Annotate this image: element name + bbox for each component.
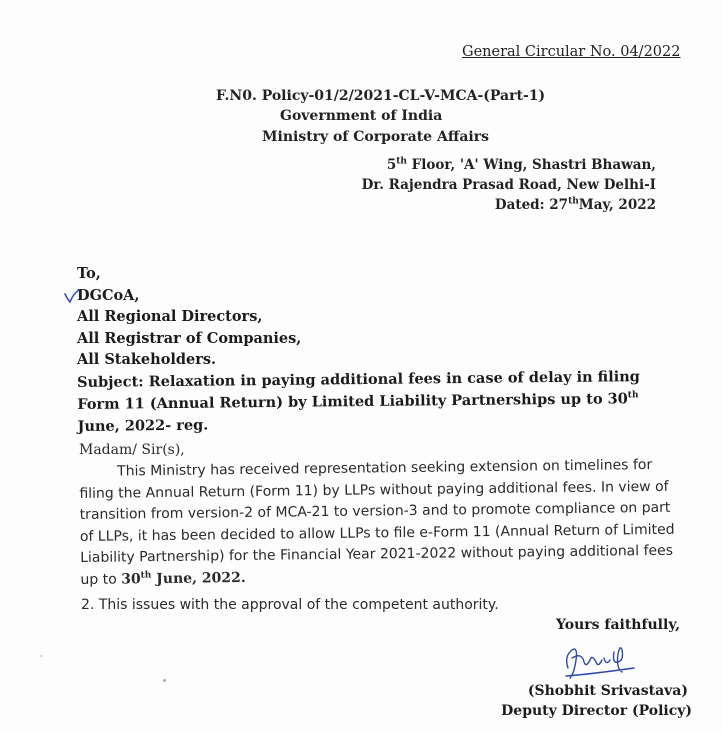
paragraph-1-sup: th <box>140 569 152 581</box>
signature-icon <box>562 638 644 684</box>
subject-line <box>77 366 678 438</box>
recipient-dgcoa: DGCoA, <box>77 286 140 304</box>
handwritten-tick-icon <box>64 288 80 304</box>
dated-rest: May, 2022 <box>578 197 656 213</box>
dated-line <box>495 197 656 213</box>
circular-number: General Circular No. 04/2022 <box>462 44 681 60</box>
recipient-regional-directors: All Regional Directors, <box>77 308 263 325</box>
recipient-block <box>77 263 301 371</box>
paragraph-1-text: This Ministry has received representation seeking extension on timelines for filing the Annual Return (Form 11) by LLPs without paying additional fees. In view of transition from version-2 of MCA-21 to version-3 and to promote compliance on part of LLPs, it has been decided to allow LLPs to file e-Form 11 (Annual Return of Limited Liability Partnership) for the Financial Year 2021-2022 without paying additional fees up to <box>79 456 675 588</box>
dated-label: Dated: 27 <box>494 197 569 213</box>
subject-text-end: June, 2022- reg. <box>77 416 209 435</box>
closing-yours-faithfully: Yours faithfully, <box>556 617 680 633</box>
recipient-stakeholders: All Stakeholders. <box>77 351 217 368</box>
body-paragraph-2: 2. This issues with the approval of the competent authority. <box>81 597 499 613</box>
body-paragraph-1 <box>79 455 681 591</box>
signatory-designation: Deputy Director (Policy) <box>501 703 692 719</box>
dated-sup: th <box>568 196 579 207</box>
file-number: F.N0. Policy-01/2/2021-CL-V-MCA-(Part-1) <box>216 88 546 104</box>
scan-speck <box>163 679 166 682</box>
subject-text: Subject: Relaxation in paying additional fees in case of delay in filing Form 11 (Annual Return) by Limited Liability Partnerships up to 30 <box>77 368 640 413</box>
to-label: To, <box>77 265 101 282</box>
address-line-1 <box>387 157 656 173</box>
ministry-line: Ministry of Corporate Affairs <box>262 129 489 145</box>
paragraph-1-date-end: June, 2022. <box>151 569 246 587</box>
paragraph-1-date: 30 <box>121 570 141 587</box>
address-line-1-text: Floor, 'A' Wing, Shastri Bhawan, <box>406 157 656 173</box>
signatory-name: (Shobhit Srivastava) <box>527 683 688 699</box>
subject-sup: th <box>627 390 639 401</box>
scan-speck <box>40 655 42 657</box>
salutation: Madam/ Sir(s), <box>79 442 185 458</box>
floor-number: 5 <box>386 157 397 173</box>
address-line-2: Dr. Rajendra Prasad Road, New Delhi-I <box>361 177 656 193</box>
recipient-registrar: All Registrar of Companies, <box>77 329 302 347</box>
government-line: Government of India <box>280 108 443 124</box>
floor-sup: th <box>396 156 407 167</box>
